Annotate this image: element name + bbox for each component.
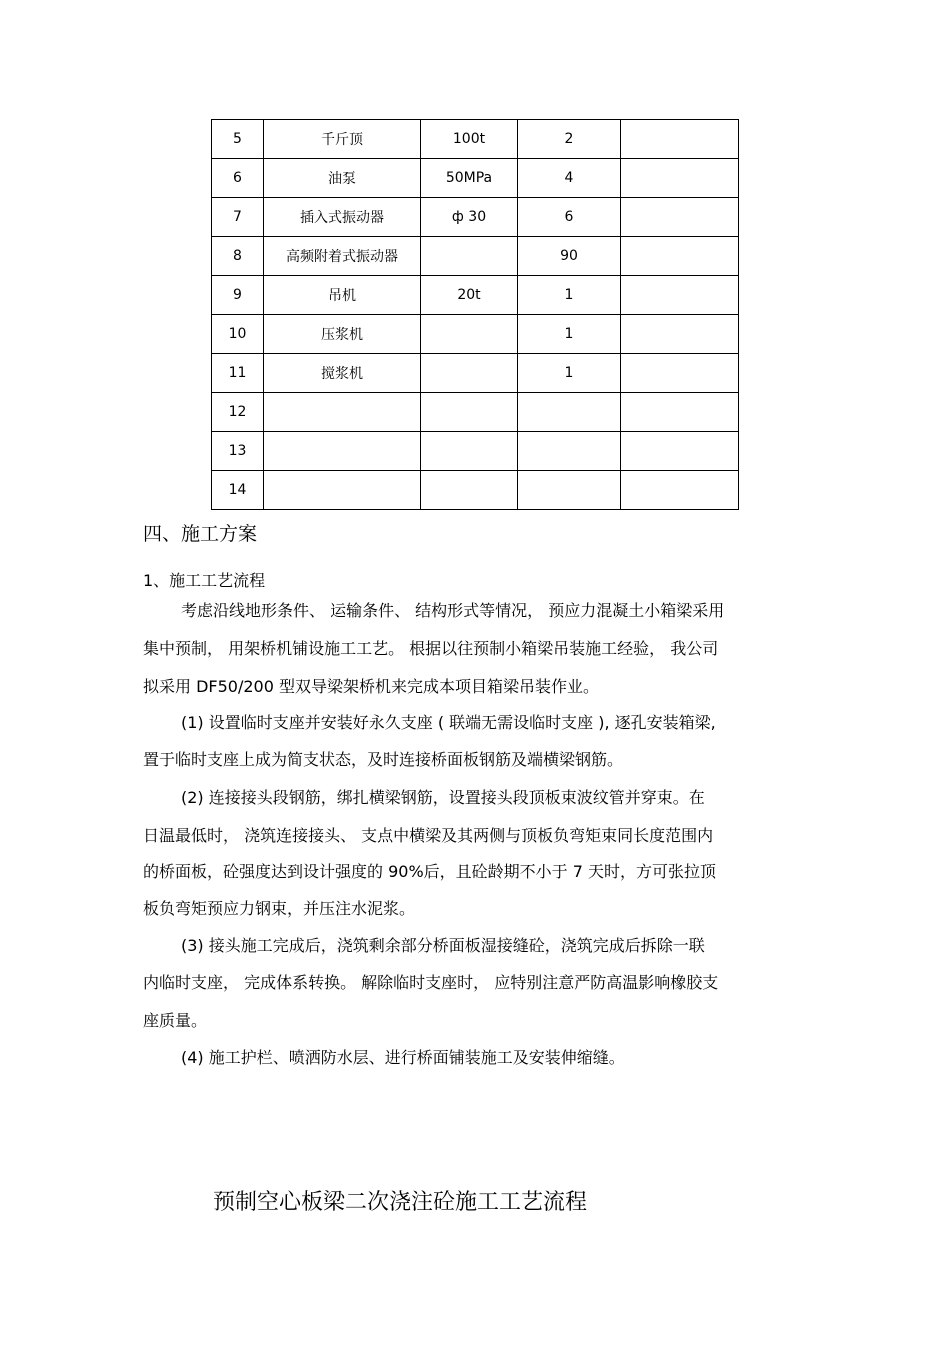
section-heading: 四、施工方案 — [143, 523, 258, 545]
paragraph-line: (4) 施工护栏、喷洒防水层、进行桥面铺装施工及安装伸缩缝。 — [181, 1048, 625, 1067]
paragraph-line: 座质量。 — [143, 1011, 208, 1030]
quantity-cell: 1 — [518, 315, 621, 354]
quantity-cell: 4 — [518, 159, 621, 198]
equipment-name-cell: 千斤顶 — [264, 120, 421, 159]
table-row — [212, 432, 739, 471]
quantity-cell — [518, 393, 621, 432]
row-number-cell: 5 — [212, 120, 264, 159]
quantity-cell: 1 — [518, 276, 621, 315]
paragraph-line: 拟采用 DF50/200 型双导梁架桥机来完成本项目箱梁吊装作业。 — [143, 677, 599, 696]
quantity-cell: 2 — [518, 120, 621, 159]
remark-cell — [621, 471, 739, 510]
table-row — [212, 276, 739, 315]
sub-heading: 1、施工工艺流程 — [143, 571, 266, 590]
paragraph-line: 日温最低时， 浇筑连接接头、 支点中横梁及其两侧与顶板负弯矩束同长度范围内 — [143, 826, 714, 845]
row-number-cell: 7 — [212, 198, 264, 237]
row-number-cell: 6 — [212, 159, 264, 198]
flow-chart-title: 预制空心板梁二次浇注砼施工工艺流程 — [213, 1190, 588, 1215]
specification-cell: 100t — [421, 120, 518, 159]
row-number-cell: 10 — [212, 315, 264, 354]
equipment-name-cell: 搅浆机 — [264, 354, 421, 393]
paragraph-line: (1) 设置临时支座并安装好永久支座 ( 联端无需设临时支座 ), 逐孔安装箱梁, — [181, 713, 716, 732]
table-row — [212, 393, 739, 432]
table-row — [212, 354, 739, 393]
remark-cell — [621, 159, 739, 198]
row-number-cell: 9 — [212, 276, 264, 315]
remark-cell — [621, 354, 739, 393]
paragraph-line: 集中预制， 用架桥机铺设施工工艺。 根据以往预制小箱梁吊装施工经验， 我公司 — [143, 639, 719, 658]
specification-cell: 50MPa — [421, 159, 518, 198]
row-number-cell: 11 — [212, 354, 264, 393]
equipment-name-cell: 吊机 — [264, 276, 421, 315]
table-row — [212, 120, 739, 159]
specification-cell — [421, 315, 518, 354]
paragraph-line: 板负弯矩预应力钢束，并压注水泥浆。 — [143, 899, 416, 918]
remark-cell — [621, 432, 739, 471]
table-row — [212, 315, 739, 354]
remark-cell — [621, 237, 739, 276]
table-row — [212, 471, 739, 510]
equipment-name-cell — [264, 432, 421, 471]
quantity-cell: 90 — [518, 237, 621, 276]
table-row — [212, 159, 739, 198]
row-number-cell: 13 — [212, 432, 264, 471]
specification-cell: ф 30 — [421, 198, 518, 237]
remark-cell — [621, 120, 739, 159]
quantity-cell — [518, 432, 621, 471]
quantity-cell: 6 — [518, 198, 621, 237]
remark-cell — [621, 315, 739, 354]
row-number-cell: 12 — [212, 393, 264, 432]
equipment-name-cell — [264, 393, 421, 432]
row-number-cell: 8 — [212, 237, 264, 276]
paragraph-line: 内临时支座， 完成体系转换。 解除临时支座时， 应特别注意严防高温影响橡胶支 — [143, 973, 719, 992]
table-row — [212, 237, 739, 276]
equipment-table — [211, 119, 739, 510]
remark-cell — [621, 393, 739, 432]
equipment-name-cell: 插入式振动器 — [264, 198, 421, 237]
row-number-cell: 14 — [212, 471, 264, 510]
paragraph-line: 置于临时支座上成为简支状态，及时连接桥面板钢筋及端横梁钢筋。 — [143, 750, 624, 769]
specification-cell — [421, 393, 518, 432]
paragraph-line: 考虑沿线地形条件、 运输条件、 结构形式等情况， 预应力混凝土小箱梁采用 — [181, 601, 725, 620]
equipment-name-cell: 高频附着式振动器 — [264, 237, 421, 276]
quantity-cell — [518, 471, 621, 510]
quantity-cell: 1 — [518, 354, 621, 393]
remark-cell — [621, 198, 739, 237]
remark-cell — [621, 276, 739, 315]
specification-cell: 20t — [421, 276, 518, 315]
paragraph-line: (3) 接头施工完成后，浇筑剩余部分桥面板湿接缝砼，浇筑完成后拆除一联 — [181, 936, 705, 955]
table-row — [212, 198, 739, 237]
paragraph-line: (2) 连接接头段钢筋，绑扎横梁钢筋，设置接头段顶板束波纹管并穿束。在 — [181, 788, 705, 807]
equipment-name-cell: 压浆机 — [264, 315, 421, 354]
equipment-name-cell: 油泵 — [264, 159, 421, 198]
specification-cell — [421, 237, 518, 276]
specification-cell — [421, 432, 518, 471]
paragraph-line: 的桥面板，砼强度达到设计强度的 90%后，且砼龄期不小于 7 天时，方可张拉顶 — [143, 862, 717, 881]
equipment-name-cell — [264, 471, 421, 510]
specification-cell — [421, 471, 518, 510]
specification-cell — [421, 354, 518, 393]
